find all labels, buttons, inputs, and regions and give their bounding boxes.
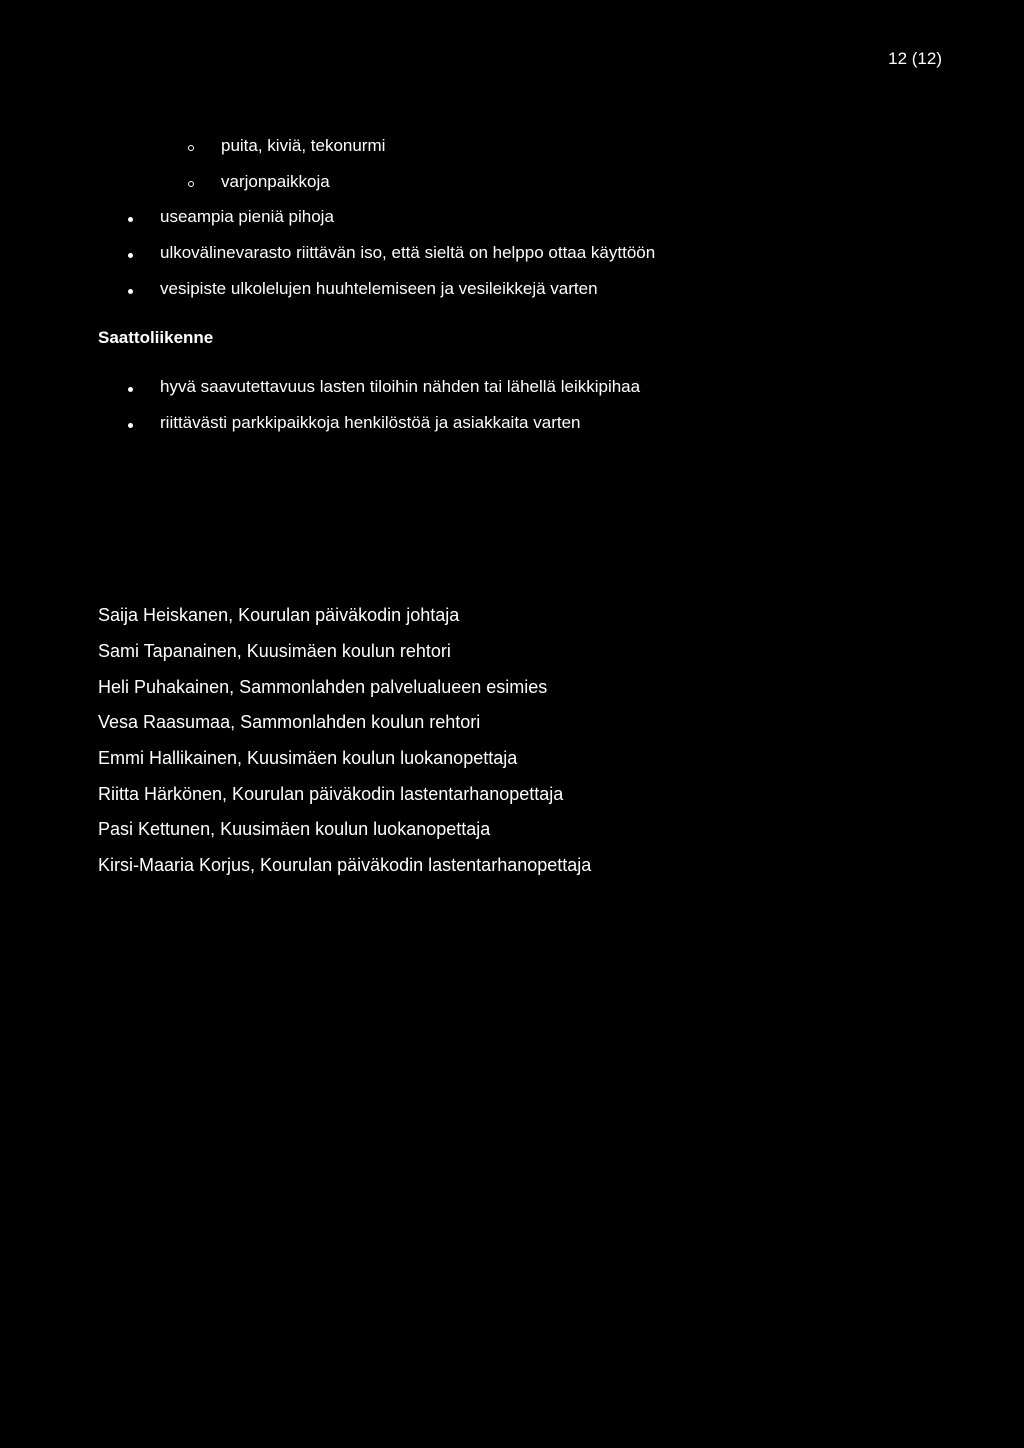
bullet-icon [128,423,133,428]
bullet-icon [128,253,133,258]
signatory-line: Kirsi-Maaria Korjus, Kourulan päiväkodin lastentarhanopettaja [98,855,592,875]
signatory-line: Heli Puhakainen, Sammonlahden palvelualueen esimies [98,677,548,697]
bullet-icon [128,289,133,294]
section-heading: Saattoliikenne [98,328,214,347]
signatory-line: Vesa Raasumaa, Sammonlahden koulun rehtori [98,712,481,732]
circle-bullet-icon [188,145,194,151]
list-item: hyvä saavutettavuus lasten tiloihin nähden tai lähellä leikkipihaa [160,377,641,396]
page-number: 12 (12) [888,49,942,68]
signatory-line: Pasi Kettunen, Kuusimäen koulun luokanopettaja [98,819,491,839]
signatory-line: Emmi Hallikainen, Kuusimäen koulun luokanopettaja [98,748,518,768]
list-item: vesipiste ulkolelujen huuhtelemiseen ja vesileikkejä varten [160,279,598,298]
sub-list-item: varjonpaikkoja [221,172,330,191]
bullet-icon [128,217,133,222]
circle-bullet-icon [188,181,194,187]
bullet-icon [128,387,133,392]
signatory-line: Sami Tapanainen, Kuusimäen koulun rehtori [98,641,451,661]
signatory-line: Saija Heiskanen, Kourulan päiväkodin johtaja [98,605,460,625]
list-item: ulkovälinevarasto riittävän iso, että sieltä on helppo ottaa käyttöön [160,243,656,262]
list-item: riittävästi parkkipaikkoja henkilöstöä ja asiakkaita varten [160,413,581,432]
sub-list-item: puita, kiviä, tekonurmi [221,136,386,155]
list-item: useampia pieniä pihoja [160,207,334,226]
signatory-line: Riitta Härkönen, Kourulan päiväkodin lastentarhanopettaja [98,784,564,804]
